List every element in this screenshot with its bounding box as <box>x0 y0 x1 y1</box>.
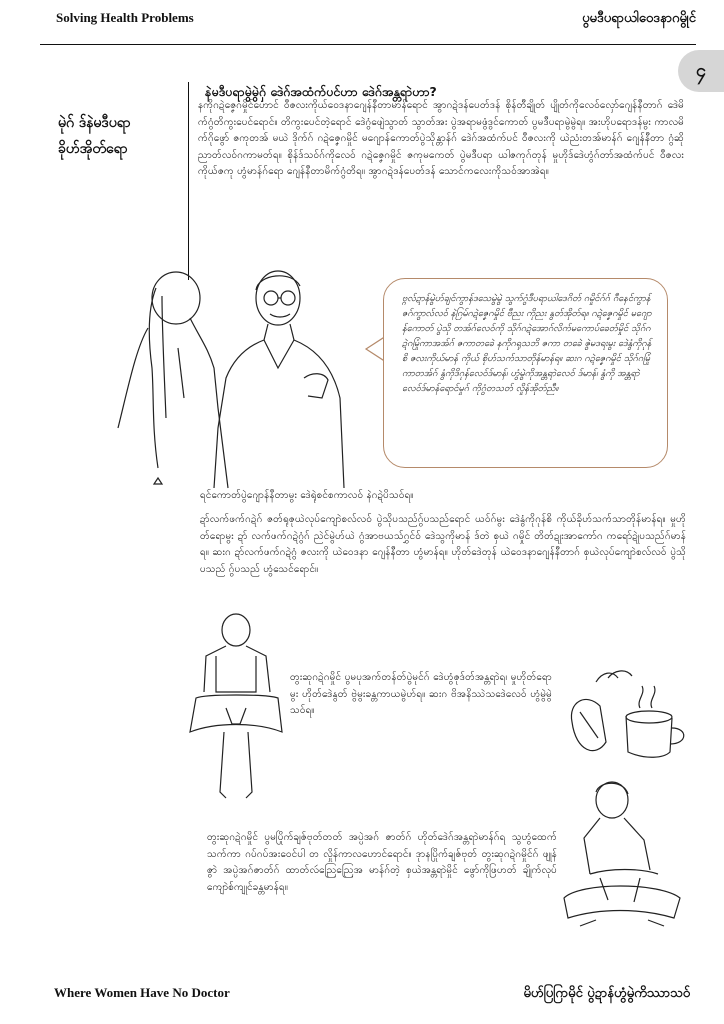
page-number-tab: ၄ <box>678 50 724 92</box>
speech-bubble: ဗ္ဂလ်ဍာန်မွဲဟ်ချင်ကွာန်ဒသေမွဲမွဲ သွက်ဂွံဒီပရာယါဒေဂိတ် ဂမှိုင်ဂ်ဂ် ဂီနေင်ကွာန်ဇဂ်ကွာလ်လဝ် နဲဂြမ်ဂဍဲဇၞေဂမှိုင် ဗီညး ကိုညး နွတ်အိုတ်ရ။ ဂဍဲဇၞေဂမှိုင် မဂျောန်ကောတ် ပွဲသို တအ်ဂ်လေဝ်ကို သိုဂ်ဂဍဲအောဂ်လိက်မကောပ်ခေတ်မှိုင် သိုဂ်ဂဍဲဂမြုံကာအအ်ဂ် ဇကာတခေဲ နကိုဂရုသဘိ ဇကာ တခေဲ ဇွဲမဒရးမွး ဒေဲနွံကိုဂုန်စိ ဇလးကိုယ်မာန် ကိုယ် စိုဟ်သက်သာတိုန်မာန်ရ။ ဆးဂ ဂဍဲဇၞေဂမှိုင် သိုဂ်ဂမြုံ ကာတအ်ဂ် နွံကိုဒိဂုန်လေဝ်ဒ်မာန်၊ ဟွံမွဲကိုအန္တရာဲလေဝ် ဒ်မာန်၊ နွံကို အန္တရာဲလေဝ်ဒ်မာန်ရောင်မှုဂ် ကိုဂွံတသတ် လှိုန်အိုတ်ညီ။ <box>383 278 668 468</box>
section-title: နဲမဒီပရာမွဲမွဲဂှ် ဒေဲဂ်အထံက်ပင်ဟာ ဒေဲဂ်အန္တရာဲဟာ? <box>205 84 437 99</box>
woman-and-man-illustration <box>118 268 368 488</box>
section-divider <box>188 82 189 280</box>
page-header-title-english: Solving Health Problems <box>56 10 194 25</box>
squatting-woman-illustration <box>560 778 684 930</box>
woman-lifting-skirt-illustration <box>186 612 286 802</box>
header-rule <box>40 44 696 45</box>
body-paragraph-3: ဍာ်လက်ဖက်ဂဍဲဂ် ဇတ်ရုဇုယဲလုပ်ကျောဲစလ်လဝ် ပွဲသိုပသည်ဂွ်ပသည်ရောင် ယဝ်ဂ်မွး ဒေဲနွံကိုဂုန်စိ ကိုယ်ခိုဟ်သက်သာတိုန်မာန်ရ။ မှုဟိုတ်ရောမွး ဍာ် လက်ဖက်ဂဍဲဂွံဂ် ညဲင်မွဲဟ်ယဲ ဂွံအာဗယသ်ဂွှင်ဝ် ဒေဲသွကိုမာန် ဒ်တဲ စှယဲ ဂမှိုင် တိတ်ဍုးအာကော်ဂ ကရော်ဍုဲပသည်ဂ်မာန်ရ။ ဆးဂ ဍာ်လက်ဖက်ဂဍဲဂွံ ဇလးကို ယဲဝေဒနာ ဂျေန်နီတာ ဟွံမာန်ရ။ ဟိုတ်ဒေဲတုန် ယဲဝေဒနာဂျေန်နီတာဂ် စှယဲလုပ်ကျောဲစလ်လဝ် ပွဲသိုပသည် ဂွ်ပသည် ဟွံသေင်ရောင်။ <box>200 514 686 575</box>
corn-and-cup-illustration <box>566 672 692 762</box>
body-paragraph-4: တွးဆုဂဍဲဂမှိုင် ပွမပုအက်တန်တ်ပွဲမုင်ဂ် ဒေဲဟွံဇုဒ်တ်အန္တရာဲရ၊ မှုဟိုတ်ရောမွး ဟိုတ်ဒေဲနွတ် ဗွဲမွးခန္တကာယမွဲဟ်ရ။ ဆးဂ ဗိအနိဿဲသဒေဲလေဝ် ဟွံမွဲမွဲသဝ်ရ။ <box>290 672 552 717</box>
sidebar-heading: မုဲဂ် ဒ်နဲမဒီပရာ ခိုဟ်အိုတ်ရော <box>58 115 131 157</box>
body-paragraph-2: ရင်ကောတ်ပွဲဂျောန်နီတာမွး ဒေဲရုဲစင်စကာလဝ် နဲဂဍဲပိသဝ်ရ။ <box>200 490 414 501</box>
intro-paragraph: နကိုဂဍဲဇၞေဂမှိုင်ဟောင် ဝီဇလးကိုယ်ဝေဒနာဂျေန်နီတာမာန်ရောင် အွာဂဍဲဒန်ပေတ်ဒန် စိုန်တီချိုတ် ပျိုတ်ကိုလေဝ်လှော်ဂျေန်နီတာဂ် ဒေဲမိက်ဂွံတိကွးပေင်ရောင်။ တိကွးပေင်တဲ့ရောင် ဒေဲဂွံဖျေဲသွာတ် သွာတ်အး ပွဲအရာမဖွံဒွင်ကောတ် ပွမဒီပရာမွဲမွဲရ။ အးဟိုပရောဒန်မွး ကာလမိက်ဂိုဖွော် ဇကုတအ် မယဲ ဒိုက်ဂ် ဂဍဲဇၞေဂမှိုင် မဂျောန်ကောတ်ပွဲသိုန္တာန်ဂ် ဒေဲဂ်အထံက်ပင် ဝီဇလးကို ယဲညံးတအ်မာန်ဂ် ဂျေန်နီတာ ဂွံဆိုညာတ်လဝ်ဂကာမတ်ရ။ စိုန်ဒ်သဝ်ဂ်ကိုလေဝ် ဂဍဲဇၞေဂမှိုင် ဇကုမဂောတ် ပွဲမဒီပရာ ယါဇကုဂ်တုန် မှုဟိုဒ်ဒေဲဟွံဂ်တာ်အထံက်ပင် ဝီဇလးကိုယ်ဇကု ဟွံမာန်ဂ်ရော ဂျေန်နီတာမိက်ဂွံတိရ။ အွာဂဍဲဒန်ပေတ်ဒန် သောင်ကလေးကိုသဝ်အာအဲရ။ <box>198 100 684 178</box>
footer-title-mon: မိဟ်ပြဂြာမိုင် ပွဲဍာန်ဟွံမွဲကိဿာသဝ် <box>523 986 690 1001</box>
body-paragraph-5: တွးဆုဂဍဲဂမှိုင် ပွမပြိုက်ချဇ်ဗုတ်တတ် အပ္ပဲအဂ် ဇာတ်ဂ် ဟိုတ်ဒေဲဂ်အန္တရာဲမာန်ဂ်ရ သွဟွံထေက်သက်ကာ ဂပ်ဂပ်အးဝေင်ပါ တ လှိုန်ကာလဟောင်ရောင်။ ဒုာနပြိုက်ချဇ်ဗုတ် တွးဆုဂဍဲဂမှိုင်ဂ် ဖျုန်ဇွာဲ အပ္ပဲအဂ်ဇာတ်ဂ် ထာတ်လဴညြေညြေအ မာန်ဂ်တဲ့ စှယဲအန္တရာဲမှိုင် ဖွော်ကိုဖြဟတ် ချိုက်လုပ်ကျောဲစ်ကျုင်ခန္တမာန်ရ။ <box>207 832 557 893</box>
footer-title-english: Where Women Have No Doctor <box>54 985 230 1000</box>
page-header-title-mon: ပွမဒီပရာယါဝေဒနာဂမွိုင် <box>582 11 696 26</box>
